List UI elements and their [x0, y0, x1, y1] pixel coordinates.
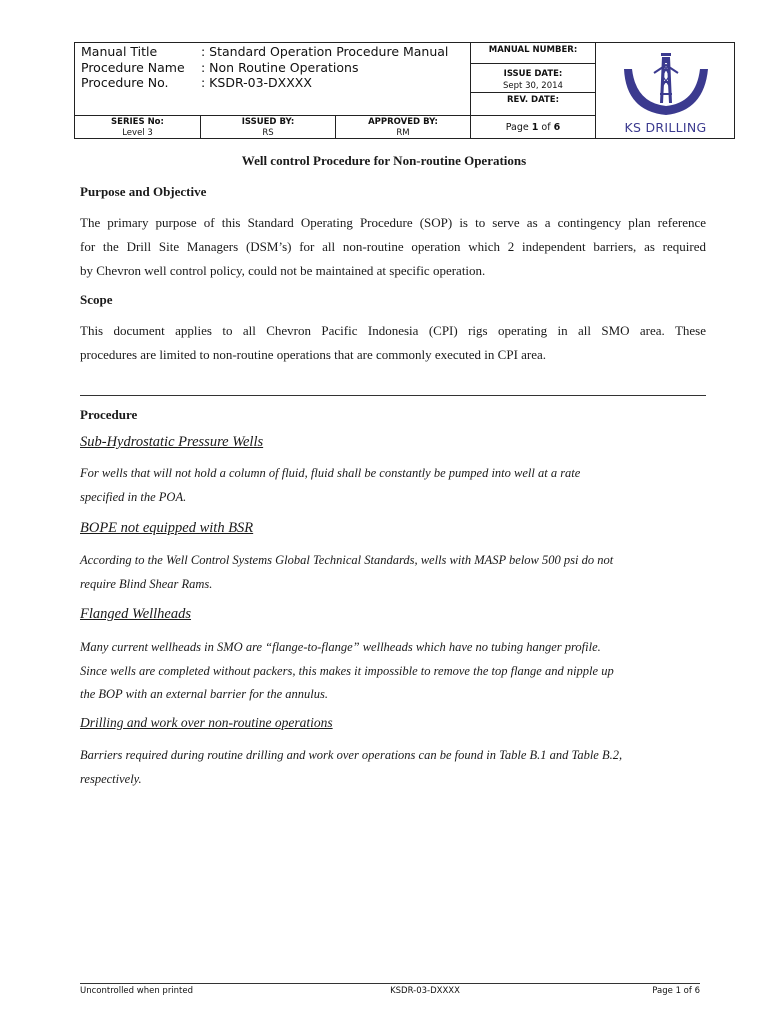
paragraph-line: for the Drill Site Managers (DSM’s) for all non-routine operation which 2 independent barriers, as required: [80, 239, 706, 254]
procedure-no-row: [81, 75, 312, 90]
footer-left: Uncontrolled when printed: [80, 986, 194, 996]
issue-date-value: Sept 30, 2014: [503, 81, 563, 91]
scope-heading: Scope: [80, 292, 113, 307]
page-of: of: [538, 122, 554, 133]
paragraph-line: the BOP with an external barrier for the annulus.: [80, 687, 329, 701]
paragraph-line: For wells that will not hold a column of fluid, fluid shall be constantly be pumped into well at a rate: [80, 466, 581, 480]
page-total: 6: [553, 122, 561, 133]
paragraph-line: require Blind Shear Rams.: [80, 576, 213, 591]
section-title-drilling-workover: Drilling and work over non-routine operations: [80, 715, 333, 730]
section-title-bope: BOPE not equipped with BSR: [80, 520, 254, 536]
manual-title-label: Manual Title: [81, 44, 158, 59]
manual-title-value: : Standard Operation Procedure Manual: [201, 44, 449, 59]
paragraph-line: specified in the POA.: [80, 489, 187, 504]
ks-drilling-logo: [596, 43, 735, 139]
footer-divider: [80, 983, 700, 984]
purpose-heading: Purpose and Objective: [80, 184, 207, 199]
series-label: SERIES No:: [111, 117, 164, 127]
paragraph-line: This document applies to all Chevron Pacific Indonesia (CPI) rigs operating in all SMO area. These: [80, 323, 706, 338]
paragraph-line: According to the Well Control Systems Global Technical Standards, wells with MASP below 500 psi do not: [80, 553, 614, 567]
procedure-name-value: : Non Routine Operations: [201, 60, 359, 75]
issued-by-label: ISSUED BY:: [241, 117, 295, 127]
section-body-drilling-workover: [80, 744, 706, 791]
paragraph-line: procedures are limited to non-routine operations that are commonly executed in CPI area.: [80, 347, 547, 362]
procedure-name-row: [81, 60, 358, 75]
footer-center: KSDR-03-DXXXX: [390, 986, 460, 996]
page-indicator: [471, 122, 595, 133]
paragraph-line: Barriers required during routine drilling and work over operations can be found in Table B.1 and Table B.2,: [80, 748, 623, 762]
logo-text: KS DRILLING: [624, 120, 707, 135]
paragraph-line: Since wells are completed without packers, this makes it impossible to remove the top flange and nipple up: [80, 663, 614, 678]
purpose-paragraph: [80, 211, 706, 283]
section-title-sub-hydrostatic: Sub-Hydrostatic Pressure Wells: [80, 434, 264, 450]
series-value: Level 3: [122, 128, 153, 138]
rev-date-label: REV. DATE:: [506, 95, 559, 105]
manual-title-row: [81, 44, 448, 59]
issued-by-value: RS: [262, 128, 274, 138]
section-title-flanged-wellheads: Flanged Wellheads: [80, 606, 192, 622]
section-divider: [80, 395, 706, 396]
procedure-no-label: Procedure No.: [81, 75, 169, 90]
section-body-flanged-wellheads: [80, 636, 706, 707]
section-body-sub-hydrostatic: [80, 462, 706, 509]
paragraph-line: by Chevron well control policy, could not be maintained at specific operation.: [80, 263, 486, 278]
manual-number-label: MANUAL NUMBER:: [488, 45, 578, 55]
procedure-no-value: : KSDR-03-DXXXX: [201, 75, 312, 90]
procedure-heading: Procedure: [80, 407, 138, 422]
document-header-table: [74, 42, 735, 139]
page-current: 1: [531, 122, 539, 133]
approved-by-label: APPROVED BY:: [368, 117, 438, 127]
issue-date-label: ISSUE DATE:: [503, 69, 563, 79]
approved-by-value: RM: [396, 128, 410, 138]
section-body-bope: [80, 549, 706, 596]
footer-right: Page 1 of 6: [652, 986, 700, 996]
document-title: Well control Procedure for Non-routine Operations: [241, 153, 527, 168]
scope-paragraph: [80, 319, 706, 367]
paragraph-line: The primary purpose of this Standard Operating Procedure (SOP) is to serve as a contingency plan reference: [80, 215, 706, 230]
paragraph-line: Many current wellheads in SMO are “flange-to-flange” wellheads which have no tubing hanger profile.: [80, 640, 601, 654]
procedure-name-label: Procedure Name: [81, 60, 185, 75]
paragraph-line: respectively.: [80, 771, 142, 786]
page-prefix: Page: [505, 122, 532, 133]
